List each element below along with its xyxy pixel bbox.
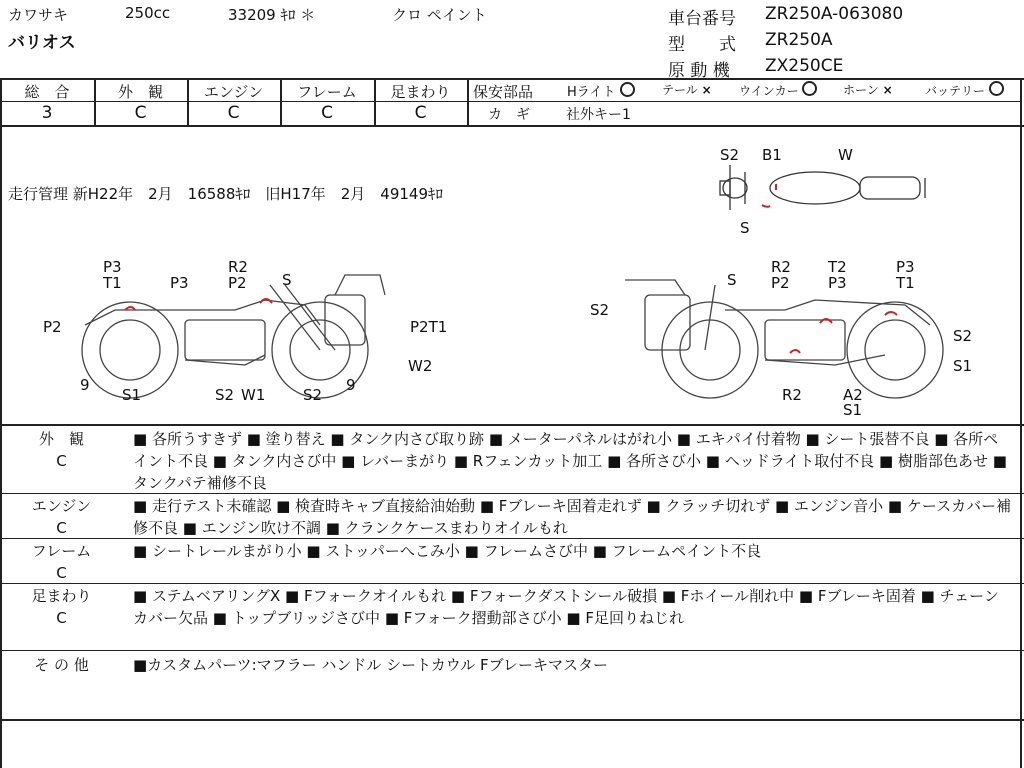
divider [0,583,1024,584]
frame-grade-label: フレーム [297,83,357,101]
remark-text-exterior: ■ 各所うすきず ■ 塗り替え ■ タンク内さび取り跡 ■ メーターパネルはがれ小 ■ エキパイ付着物 ■ シート張替不良 ■ 各所ペイント不良 ■ タンク内さび中 ■ レバーまがり ■ Rフェンカット加工 ■ 各所さび小 ■ ヘッドライト取付不良 ■ 樹脂部色あせ ■ タンクパテ補修不良 [133,430,1007,492]
divider [0,650,1024,651]
displacement: 250cc [125,4,171,22]
exterior-value: C [134,103,147,123]
model-name: バリオス [8,33,76,53]
diag-label: P2T1 [410,318,448,336]
diag-label: A2 [843,386,863,404]
left-side-diagram [35,255,455,415]
exterior-label: 外 観 [117,83,163,101]
diag-label: B1 [762,146,782,164]
safety-item-horn: ホーン × [843,83,893,97]
remark-text-other: ■カスタムパーツ:マフラー ハンドル シートカウル Fブレーキマスター [133,656,609,674]
diag-label: P3 [170,274,189,292]
engine-grade-label: エンジン [203,83,264,101]
safety-item-winker: ウインカー [739,81,817,99]
diag-label: 9 [346,376,356,394]
diag-label: T2 [828,258,847,276]
key-label: カ ギ [488,107,530,123]
engine-model-label: 原 動 機 [668,61,730,81]
engine-model-value: ZX250CE [765,56,844,76]
divider [0,424,1024,426]
mileage: 33209 ｷﾛ ＊ [228,6,316,24]
suspension-grade-value: C [414,103,427,123]
diag-label: S2 [953,327,973,345]
safety-item-tail: テール × [662,83,712,97]
ok-mark-icon [802,81,817,96]
type-value: ZR250A [765,30,833,50]
divider [0,719,1024,721]
diag-label: S [282,271,292,289]
key-value: 社外キー1 [566,107,631,123]
suspension-grade-label: 足まわり [390,83,451,101]
safety-item-headlight: Hライト [567,81,635,100]
diag-label: S2 [720,146,740,164]
overall-label: 総 合 [24,83,70,101]
divider [0,78,1024,80]
type-label: 型 式 [668,35,736,55]
ng-mark-icon: × [882,83,893,97]
remark-text-frame: ■ シートレールまがり小 ■ ストッパーへこみ小 ■ フレームさび中 ■ フレームペイント不良 [133,542,762,560]
color: クロ ペイント [392,6,487,24]
chassis-label: 車台番号 [668,9,736,29]
remark-category-engine: エンジン C [31,497,92,537]
safety-item-battery: バッテリー [925,81,1004,99]
remark-text-suspension: ■ ステムベアリングX ■ Fフォークオイルもれ ■ Fフォークダストシール破損 ■ Fホイール削れ中 ■ Fブレーキ固着 ■ チェーンカバー欠品 ■ トップブリッジさび中 ■ Fフォーク摺動部さび小 ■ F足回りねじれ [133,587,999,627]
mileage-history: 走行管理 新H22年 2月 16588ｷﾛ 旧H17年 2月 49149ｷﾛ [8,185,444,203]
maker: カワサキ [8,6,69,24]
diag-label: S2 [303,386,323,404]
remark-category-suspension: 足まわり C [31,587,92,627]
diag-label: R2 [771,258,791,276]
diag-label: P2 [228,274,247,292]
ok-mark-icon [989,81,1004,96]
diag-label: P3 [828,274,847,292]
left-border [0,78,2,768]
diag-label: P2 [771,274,790,292]
diag-label: S [740,219,750,237]
engine-grade-value: C [227,103,240,123]
diag-label: R2 [228,258,248,276]
remark-category-exterior: 外 観 C [38,430,84,470]
diag-label: W [838,146,853,164]
remark-category-other: そ の 他 [34,656,89,674]
diag-label: S [727,271,737,289]
remark-category-frame: フレーム C [31,542,92,582]
frame-grade-value: C [321,103,333,123]
diag-label: S2 [215,386,235,404]
diag-label: P3 [103,258,122,276]
top-view-diagram [700,140,950,240]
diag-label: W2 [408,357,433,375]
diag-label: W1 [241,386,266,404]
divider [467,101,1020,102]
right-border [1020,78,1022,768]
diag-label: P3 [896,258,915,276]
safety-label: 保安部品 [473,83,534,101]
chassis-value: ZR250A-063080 [765,4,904,24]
diag-label: S1 [843,401,863,419]
ok-mark-icon [620,82,635,97]
diag-label: P2 [43,318,62,336]
right-side-diagram [585,255,985,420]
remark-text-engine: ■ 走行テスト未確認 ■ 検査時キャブ直接給油始動 ■ Fブレーキ固着走れず ■ クラッチ切れず ■ エンジン音小 ■ ケースカバー補修不良 ■ エンジン吹け不調 ■ クランクケースまわりオイルもれ [133,497,1012,537]
divider [0,125,1024,127]
ng-mark-icon: × [701,83,712,97]
diag-label: T1 [896,274,915,292]
diag-label: S2 [590,301,610,319]
overall-value: 3 [41,103,53,123]
diag-label: R2 [782,386,802,404]
diag-label: S1 [953,357,973,375]
diag-label: 9 [80,376,90,394]
diag-label: S1 [122,386,142,404]
diag-label: T1 [103,274,122,292]
